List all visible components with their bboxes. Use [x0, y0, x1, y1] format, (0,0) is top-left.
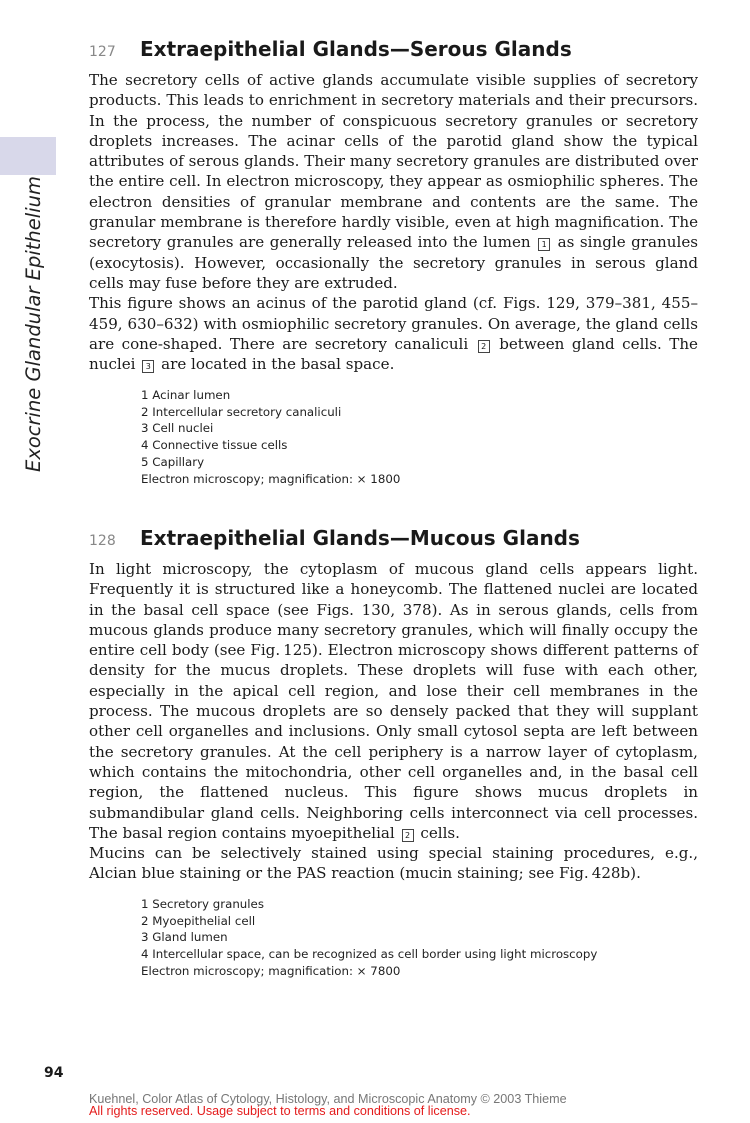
legend-item: 2 Myoepithelial cell	[141, 913, 256, 928]
figure-legend-127	[141, 387, 701, 487]
legend-item: 5 Capillary	[141, 454, 205, 469]
paragraph: The secretory cells of active glands accumulate visible supplies of secretory products. This leads to enrichment in secretory materials and their precursors. In the process, the number of conspicuous secretory granules or secretory droplets increases. The acinar cells of the parotid gland show the typical attributes of serous glands. Their many secretory granules are distributed over the entire cell. In electron microscopy, they appear as osmiophilic spheres. The electron densities of granular membrane and contents are the same. The granular membrane is therefore hardly visible, even at high magnification. The secretory granules are generally released into the lumen 1 as single granules (exocytosis). However, occasionally the secretory granules in serous gland cells may fuse before they are extruded.	[89, 71, 698, 292]
section-title: Extraepithelial Glands—Serous Glands	[140, 37, 572, 61]
section-127-body	[89, 70, 698, 374]
legend-item: 3 Gland lumen	[141, 930, 228, 945]
license-notice: All rights reserved. Usage subject to terms and conditions of license.	[89, 1104, 471, 1118]
figure-legend-128	[141, 896, 701, 980]
paragraph: In light microscopy, the cytoplasm of mucous gland cells appears light. Frequently it is structured like a honeycomb. The flattened nuclei are located in the basal cell space (see Figs. 130, 378). As in serous glands, cells from mucous glands produce many secretory granules, which will finally occupy the entire cell body (see Fig. 125). Electron microscopy shows different patterns of density for the mucus droplets. These droplets will fuse with each other, especially in the apical cell region, and lose their cell membranes in the process. The mucous droplets are so densely packed that they will supplant other cell organelles and inclusions. Only small cytosol septa are left between the secretory granules. At the cell periphery is a narrow layer of cytoplasm, which contains the mitochondria, other cell organelles and, in the basal cell region, the flattened nucleus. This figure shows mucus droplets in submandibular gland cells. Neighboring cells interconnect via cell processes. The basal region contains myoepithelial 2 cells.	[89, 560, 698, 842]
copyright-footer: Kuehnel, Color Atlas of Cytology, Histology, and Microscopic Anatomy © 2003 Thieme	[89, 1092, 567, 1106]
section-number: 127	[89, 44, 116, 60]
paragraph: Mucins can be selectively stained using special staining procedures, e.g., Alcian blue staining or the PAS reaction (mucin staining; see Fig. 428b).	[89, 844, 698, 883]
legend-item: 1 Acinar lumen	[141, 388, 231, 402]
figure-marker: 2	[478, 340, 490, 353]
paragraph: This figure shows an acinus of the parotid gland (cf. Figs. 129, 379–381, 455–459, 630–632) with osmiophilic secretory granules. On average, the gland cells are cone-shaped. There are secretory canaliculi 2 between gland cells. The nuclei 3 are located in the basal space.	[89, 294, 698, 374]
figure-marker: 3	[142, 360, 154, 373]
figure-caption: Electron microscopy; magnification: × 7800	[141, 963, 401, 978]
legend-item: 4 Connective tissue cells	[141, 438, 288, 453]
legend-item: 3 Cell nuclei	[141, 421, 214, 436]
section-number: 128	[89, 533, 116, 549]
page-number: 94	[44, 1065, 64, 1081]
section-128-body	[89, 559, 698, 884]
figure-marker: 1	[538, 238, 550, 251]
section-heading-127	[89, 37, 572, 61]
section-title: Extraepithelial Glands—Mucous Glands	[140, 526, 580, 550]
figure-marker: 2	[402, 829, 414, 842]
legend-item: 4 Intercellular space, can be recognized as cell border using light microscopy	[141, 947, 598, 962]
legend-item: 2 Intercellular secretory canaliculi	[141, 404, 342, 419]
figure-caption: Electron microscopy; magnification: × 1800	[141, 471, 401, 486]
section-heading-128	[89, 526, 580, 550]
legend-item: 1 Secretory granules	[141, 897, 264, 911]
chapter-side-label: Exocrine Glandular Epithelium	[22, 176, 45, 472]
